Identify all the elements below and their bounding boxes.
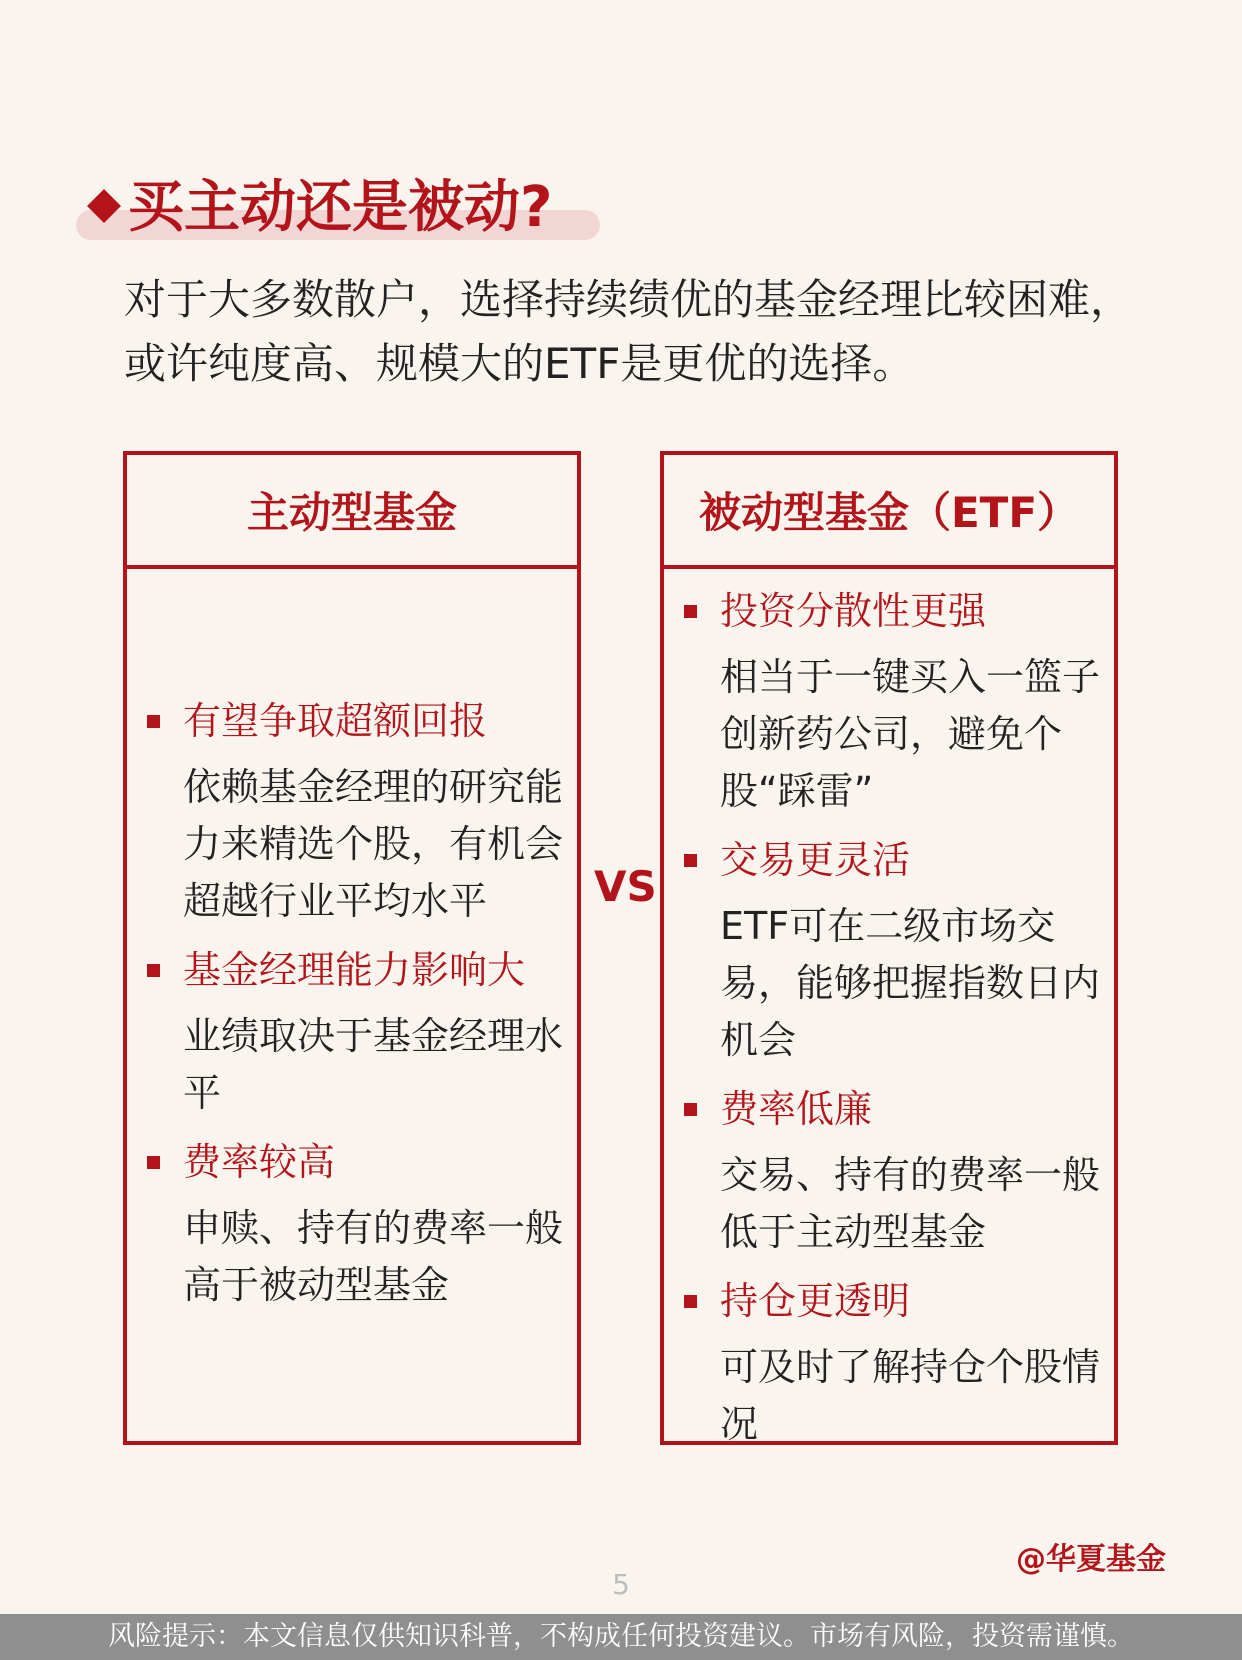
square-bullet-icon: [684, 605, 697, 618]
list-item: [684, 1079, 1100, 1261]
square-bullet-icon: [147, 715, 160, 728]
page-title: 买主动还是被动?: [128, 175, 553, 240]
item-title: 有望争取超额回报: [147, 691, 563, 751]
active-fund-title: 主动型基金: [127, 455, 577, 569]
list-item: [147, 1132, 563, 1314]
item-title: 持仓更透明: [684, 1271, 1100, 1331]
active-fund-list: [127, 569, 577, 1314]
risk-disclaimer: 风险提示：本文信息仅供知识科普，不构成任何投资建议。市场有风险，投资需谨慎。: [0, 1614, 1242, 1660]
vs-label: VS: [594, 862, 657, 911]
section-heading: [76, 172, 600, 244]
page-number: 5: [612, 1568, 630, 1601]
item-title: 费率较高: [147, 1132, 563, 1192]
item-description: 业绩取决于基金经理水平: [183, 1014, 564, 1115]
item-description: 依赖基金经理的研究能力来精选个股，有机会超越行业平均水平: [183, 765, 564, 923]
item-title: 交易更灵活: [684, 830, 1100, 890]
square-bullet-icon: [147, 964, 160, 977]
list-item: [684, 1271, 1100, 1453]
intro-paragraph: 对于大多数散户，选择持续绩优的基金经理比较困难，或许纯度高、规模大的ETF是更优的选择。: [124, 275, 1133, 388]
list-item: [684, 830, 1100, 1069]
item-description: ETF可在二级市场交易，能够把握指数日内机会: [720, 904, 1101, 1062]
item-title: 费率低廉: [684, 1079, 1100, 1139]
list-item: [684, 581, 1100, 820]
active-fund-panel: [123, 451, 581, 1445]
item-title: 投资分散性更强: [684, 581, 1100, 641]
item-description: 交易、持有的费率一般低于主动型基金: [720, 1153, 1101, 1254]
brand-watermark: @华夏基金: [1016, 1542, 1166, 1577]
item-title: 基金经理能力影响大: [147, 940, 563, 1000]
item-description: 相当于一键买入一篮子创新药公司，避免个股“踩雷”: [720, 655, 1101, 813]
passive-fund-list: [664, 569, 1114, 1453]
passive-fund-panel: [660, 451, 1118, 1445]
square-bullet-icon: [684, 1295, 697, 1308]
list-item: [147, 691, 563, 930]
square-bullet-icon: [147, 1156, 160, 1169]
square-bullet-icon: [684, 1103, 697, 1116]
item-description: 申赎、持有的费率一般高于被动型基金: [183, 1206, 564, 1307]
square-bullet-icon: [684, 854, 697, 867]
passive-fund-title: 被动型基金（ETF）: [664, 455, 1114, 569]
list-item: [147, 940, 563, 1122]
item-description: 可及时了解持仓个股情况: [720, 1345, 1101, 1446]
